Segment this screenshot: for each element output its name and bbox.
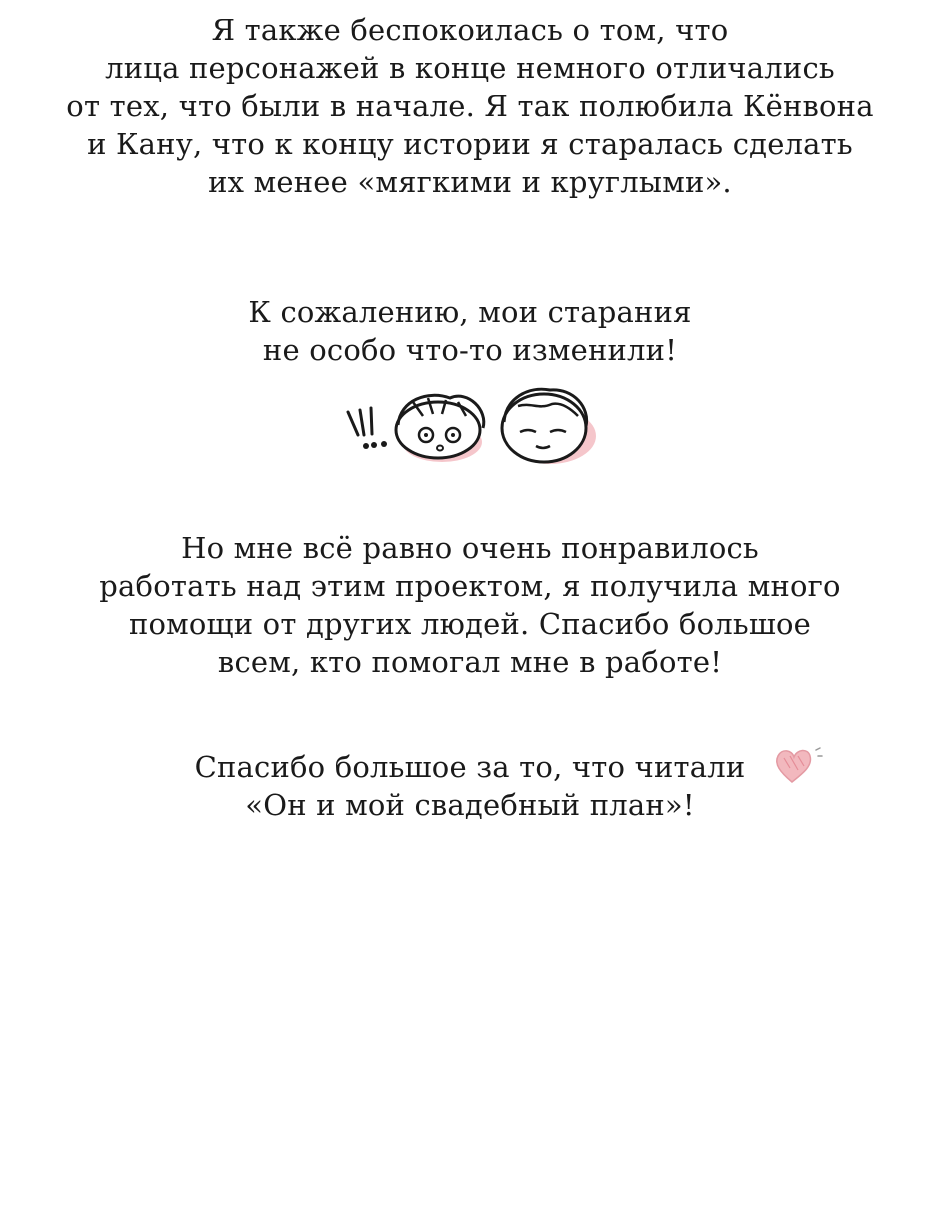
surprised-and-calm-chibi-faces-icon [338,380,608,480]
paragraph-regret [0,293,940,369]
text-line: всем, кто помогал мне в работе! [217,645,723,679]
text-line: от тех, что были в начале. Я так полюбила Кёнвона [66,89,874,123]
text-line: и Кану, что к концу истории я старалась сделать [87,127,853,161]
paragraph-face-changes [0,11,940,201]
text-line: помощи от других людей. Спасибо большое [128,607,812,641]
text-line: Спасибо большое за то, что читали [194,750,746,784]
heart-icon [772,744,832,786]
text-line: «Он и мой свадебный план»! [245,788,695,822]
text-line: работать над этим проектом, я получила много [99,569,841,603]
text-line: лица персонажей в конце немного отличались [105,51,835,85]
text-line: их менее «мягкими и круглыми». [208,165,732,199]
text-line: К сожалению, мои старания [248,295,692,329]
paragraph-gratitude [0,529,940,681]
text-line: Но мне всё равно очень понравилось [181,531,759,565]
text-line: Я также беспокоилась о том, что [211,13,729,47]
text-line: не особо что-то изменили! [262,333,678,367]
